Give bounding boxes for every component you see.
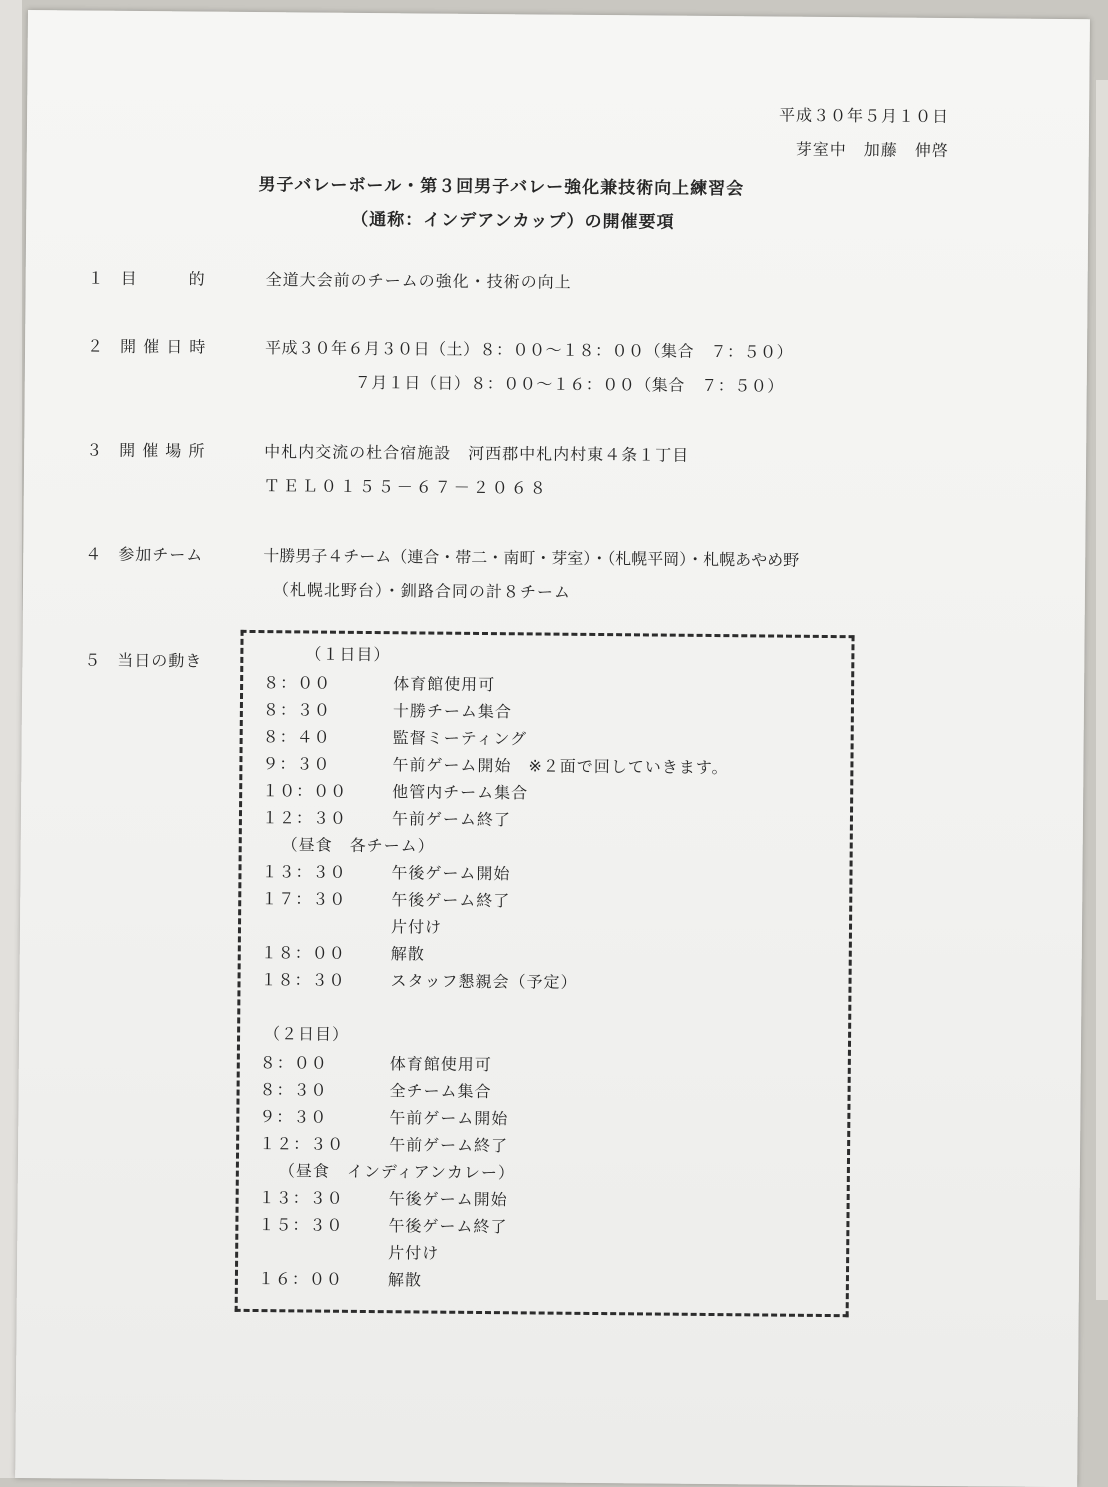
day2-row-event: 全チーム集合 <box>389 1081 492 1102</box>
day2-row-time: ９：３０ <box>259 1107 328 1127</box>
day2-row-time: １２：３０ <box>259 1134 345 1154</box>
day1-row-time: ８：４０ <box>262 727 331 747</box>
item-2-line1: 平成３０年６月３０日（土）８：００～１８：００（集合 ７：５０） <box>264 338 794 362</box>
day1-pm-row-event: 午後ゲーム終了 <box>391 890 511 911</box>
day1-row-event: 体育館使用可 <box>393 674 496 695</box>
item-1-label: 目 的 <box>120 268 206 289</box>
item-3-label: 開 催 場 所 <box>119 440 206 461</box>
day2-row-event: 午前ゲーム開始 <box>389 1108 509 1129</box>
item-4-line2: （札幌北野台）・釧路合同の計８チーム <box>272 580 572 602</box>
day1-row-time: １２：３０ <box>261 808 348 828</box>
day2-pm-row-event: 午後ゲーム終了 <box>388 1216 508 1237</box>
item-4-label: 参加チーム <box>118 544 204 565</box>
item-1-text: 全道大会前のチームの強化・技術の向上 <box>265 270 572 292</box>
day2-row-event: 午前ゲーム終了 <box>389 1135 509 1156</box>
day2-pm-row-time: １３：３０ <box>258 1188 344 1208</box>
item-2-line2: ７月１日（日）８：００～１６：００（集合 ７：５０） <box>354 372 784 396</box>
item-4-number: ４ <box>85 544 103 564</box>
day1-row-event: 十勝チーム集合 <box>392 701 512 722</box>
day1-row-event: 午前ゲーム終了 <box>391 809 512 830</box>
day1-pm-row-time: １７：３０ <box>261 889 347 909</box>
document-date: 平成３０年５月１０日 <box>779 105 950 127</box>
document-author: 芽室中 加藤 伸啓 <box>795 139 949 161</box>
schedule-box <box>235 630 855 1317</box>
item-5-label: 当日の動き <box>117 650 203 671</box>
day1-row-time: １０：００ <box>262 781 348 801</box>
day1-pm-row-event: スタッフ懇親会（予定） <box>390 971 578 992</box>
day1-pm-row-event: 午後ゲーム開始 <box>391 863 511 884</box>
day1-pm-row-time: １８：００ <box>260 943 346 963</box>
day1-row-time: ９：３０ <box>262 754 331 774</box>
day2-pm-row-event: 午後ゲーム開始 <box>388 1189 508 1210</box>
day1-row-event: 午前ゲーム開始 ※２面で回していきます。 <box>392 755 729 778</box>
day1-row-time: ８：００ <box>263 673 332 693</box>
day2-row-time: ８：００ <box>259 1053 328 1073</box>
day2-pm-row-event: 解散 <box>387 1270 423 1290</box>
day2-row-time: ８：３０ <box>259 1080 328 1100</box>
day1-row-time: ８：３０ <box>262 700 331 720</box>
document-sheet <box>15 10 1090 1487</box>
day2-heading: （２日目） <box>263 1024 350 1044</box>
item-3-line1: 中札内交流の杜合宿施設 河西郡中札内村東４条１丁目 <box>264 442 690 465</box>
day2-pm-row-time: １５：３０ <box>258 1215 344 1235</box>
adjacent-paper-right <box>1096 80 1108 1300</box>
item-4-line1: 十勝男子４チーム（連合・帯二・南町・芽室）・（札幌平岡）・札幌あやめ野 <box>263 546 800 570</box>
day1-heading: （１日目） <box>305 644 391 665</box>
day2-lunch-note: （昼食 インディアンカレー） <box>278 1161 516 1183</box>
item-5-number: ５ <box>84 650 102 670</box>
day1-row-event: 他管内チーム集合 <box>392 782 529 803</box>
document-title-line2: （通称：インデアンカップ）の開催要項 <box>351 209 675 233</box>
day2-row-event: 体育館使用可 <box>389 1054 492 1075</box>
item-1-number: １ <box>87 268 105 288</box>
item-3-number: ３ <box>86 440 104 460</box>
day1-row-event: 監督ミーティング <box>392 728 528 749</box>
day1-pm-row-event: 片付け <box>390 917 443 937</box>
day2-pm-row-time: １６：００ <box>257 1269 344 1289</box>
item-2-number: ２ <box>86 336 105 356</box>
item-3-line2: ＴＥＬ０１５５－６７－２０６８ <box>263 476 549 498</box>
document-title-line1: 男子バレーボール・第３回男子バレー強化兼技術向上練習会 <box>258 175 745 200</box>
day2-pm-row-event: 片付け <box>388 1243 440 1263</box>
item-2-label: 開 催 日 時 <box>119 336 207 357</box>
day1-lunch-note: （昼食 各チーム） <box>281 835 435 856</box>
day1-pm-row-time: １８：３０ <box>260 970 346 990</box>
day1-pm-row-time: １３：３０ <box>261 862 347 882</box>
day1-pm-row-event: 解散 <box>390 944 425 964</box>
